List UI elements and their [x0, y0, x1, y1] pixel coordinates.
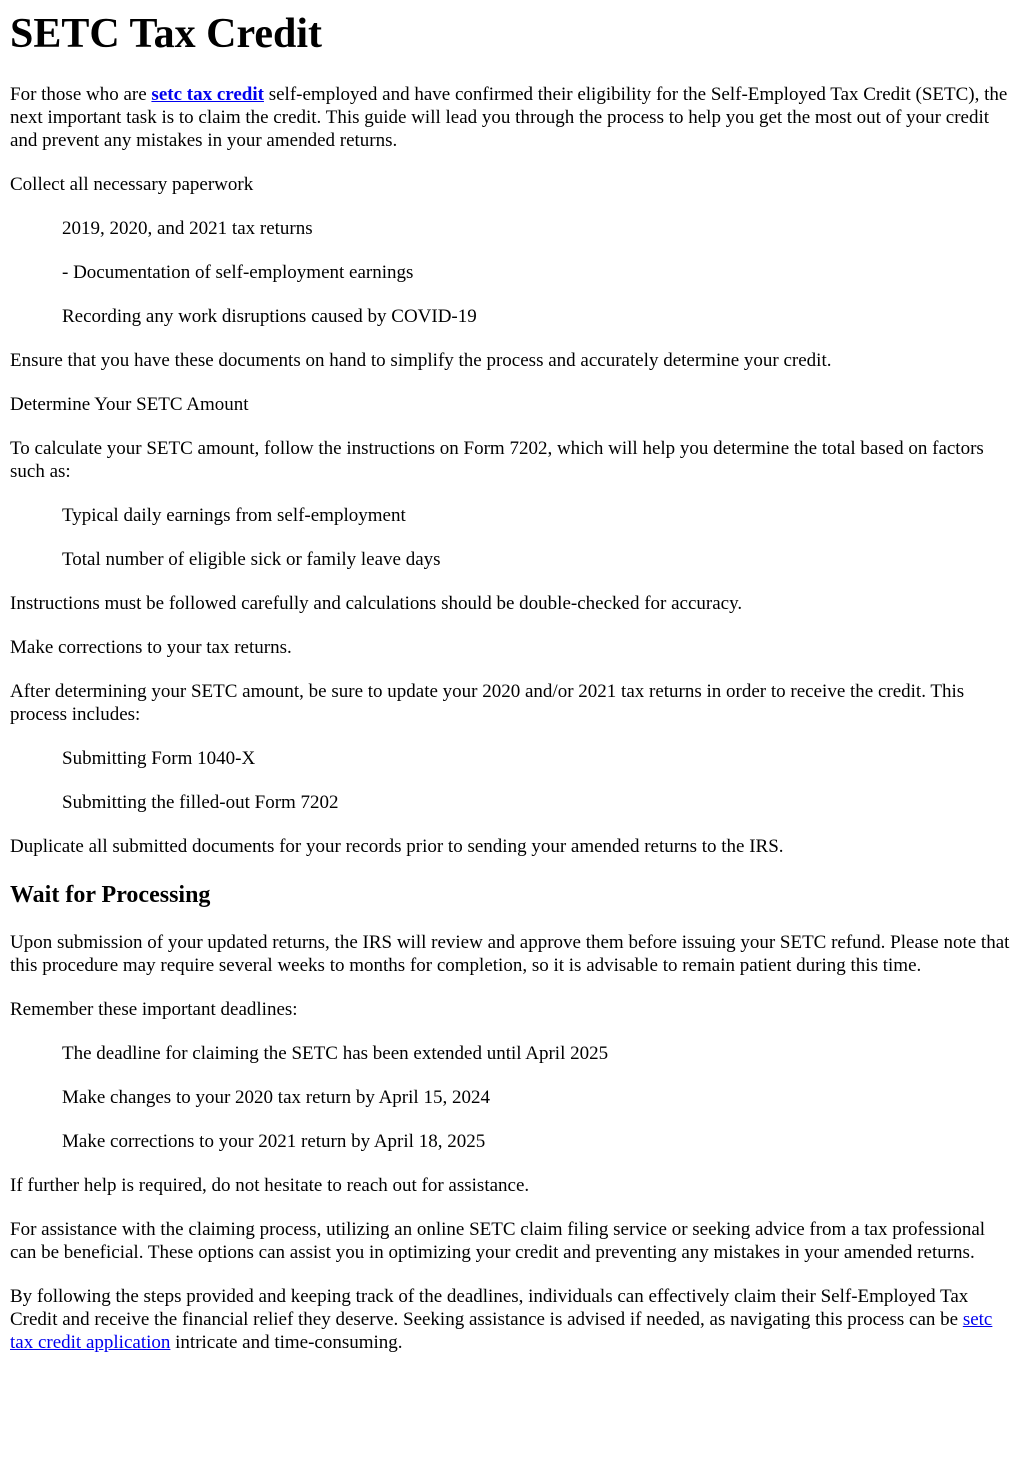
after-paragraph: After determining your SETC amount, be sure to update your 2020 and/or 2021 tax returns in order to receive the credit. This process includes:: [10, 681, 965, 725]
wait-for-processing-heading: Wait for Processing: [10, 882, 211, 908]
page-title: SETC Tax Credit: [10, 11, 322, 57]
collect-paragraph: Collect all necessary paperwork: [10, 174, 254, 195]
document-page: [0, 10, 1024, 1354]
help-paragraph: If further help is required, do not hesitate to reach out for assistance.: [10, 1175, 530, 1196]
list-item-factor-1: Typical daily earnings from self-employment: [62, 505, 406, 526]
list-item-deadline-3: Make corrections to your 2021 return by April 18, 2025: [62, 1131, 486, 1152]
ensure-paragraph: Ensure that you have these documents on hand to simplify the process and accurately determine your credit.: [10, 350, 832, 371]
upon-paragraph: Upon submission of your updated returns, the IRS will review and approve them before issuing your SETC refund. Please note that this procedure may require several weeks to months for completion, so it is advisable to remain patient during this time.: [10, 932, 1010, 976]
list-item-process-1: Submitting Form 1040-X: [62, 748, 256, 769]
list-item-factor-2: Total number of eligible sick or family leave days: [62, 549, 441, 570]
closing-text-before: By following the steps provided and keeping track of the deadlines, individuals can effectively claim their Self-Employed Tax Credit and receive the financial relief they deserve. Seeking assistance is advised if needed, as navigating this process can be: [10, 1286, 969, 1330]
setc-tax-credit-application-link[interactable]: setc tax credit application: [10, 1309, 993, 1353]
calculate-paragraph: To calculate your SETC amount, follow the instructions on Form 7202, which will help you determine the total based on factors such as:: [10, 438, 984, 482]
determine-paragraph: Determine Your SETC Amount: [10, 394, 249, 415]
intro-paragraph: [10, 83, 1014, 152]
list-item-process-2: Submitting the filled-out Form 7202: [62, 792, 339, 813]
closing-paragraph: [10, 1285, 1014, 1354]
list-item-collect-2: - Documentation of self-employment earnings: [62, 262, 414, 283]
instructions-paragraph: Instructions must be followed carefully and calculations should be double-checked for accuracy.: [10, 593, 743, 614]
intro-text-before: For those who are: [10, 84, 152, 105]
closing-text-after: intricate and time-consuming.: [170, 1332, 403, 1353]
setc-tax-credit-link[interactable]: setc tax credit: [151, 84, 264, 105]
intro-text-after: self-employed and have confirmed their eligibility for the Self-Employed Tax Credit (SETC), the next important task is to claim the credit. This guide will lead you through the process to help you get the most out of your credit and prevent any mistakes in your amended returns.: [10, 84, 1008, 151]
assistance-paragraph: For assistance with the claiming process, utilizing an online SETC claim filing service or seeking advice from a tax professional can be beneficial. These options can assist you in optimizing your credit and preventing any mistakes in your amended returns.: [10, 1219, 986, 1263]
list-item-collect-3: Recording any work disruptions caused by COVID-19: [62, 306, 477, 327]
remember-paragraph: Remember these important deadlines:: [10, 999, 298, 1020]
list-item-deadline-1: The deadline for claiming the SETC has been extended until April 2025: [62, 1043, 609, 1064]
list-item-collect-1: 2019, 2020, and 2021 tax returns: [62, 218, 313, 239]
duplicate-paragraph: Duplicate all submitted documents for your records prior to sending your amended returns to the IRS.: [10, 836, 784, 857]
corrections-paragraph: Make corrections to your tax returns.: [10, 637, 292, 658]
list-item-deadline-2: Make changes to your 2020 tax return by April 15, 2024: [62, 1087, 490, 1108]
